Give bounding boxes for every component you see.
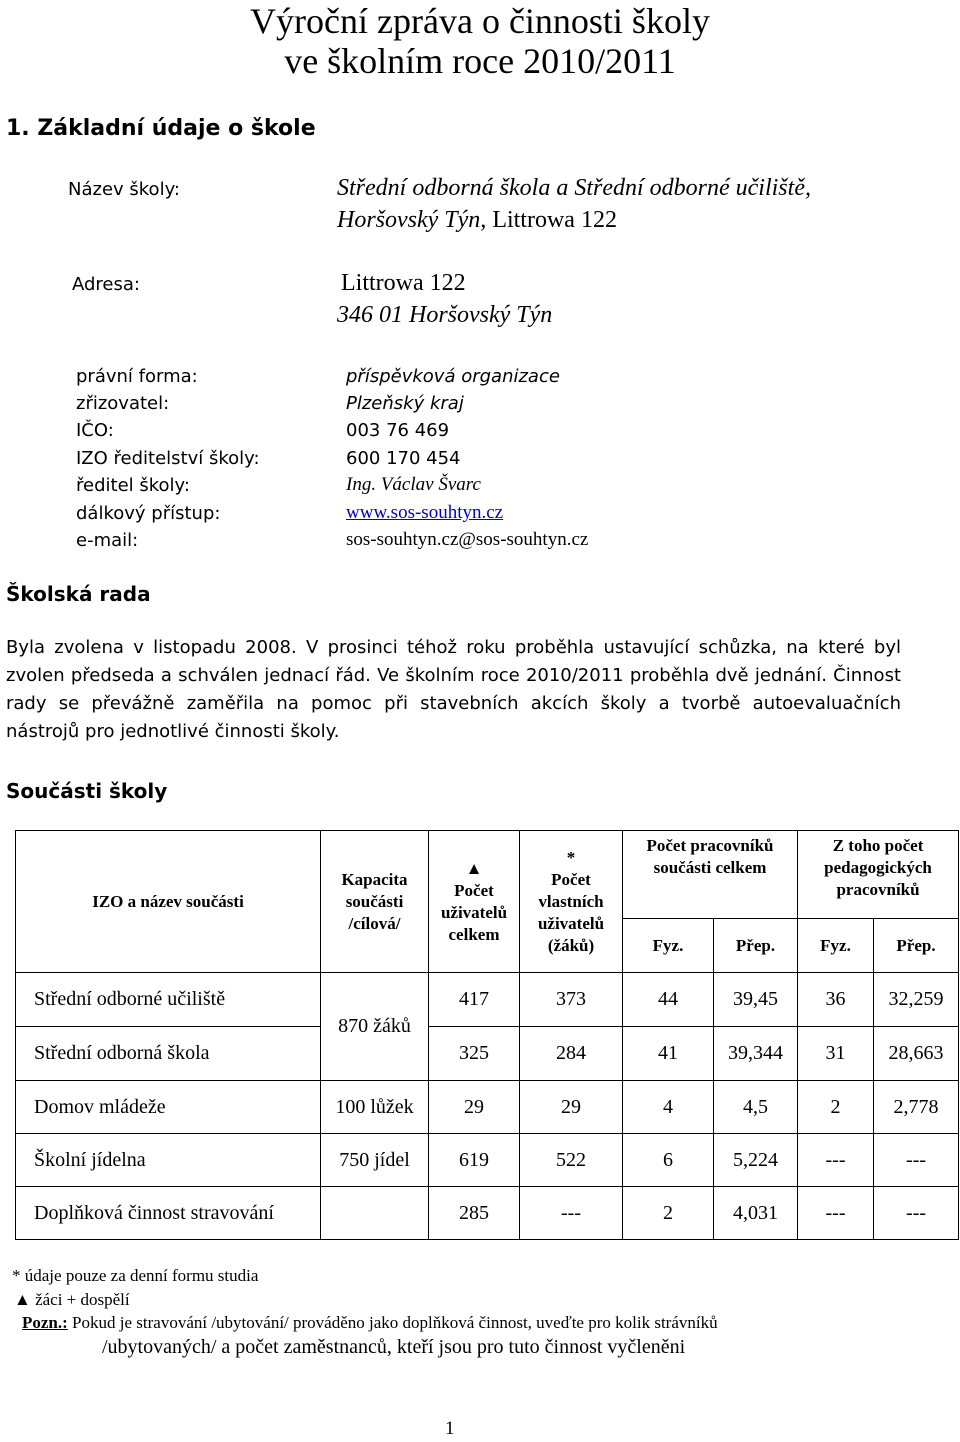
row-prep: 4,031: [714, 1187, 798, 1240]
email-value: sos-souhtyn.cz@sos-souhtyn.cz: [346, 529, 589, 550]
izo-value: 600 170 454: [346, 448, 461, 469]
ico-value: 003 76 469: [346, 420, 450, 441]
table-row: [16, 1081, 959, 1134]
address-line2: 346 01 Horšovský Týn: [337, 302, 553, 328]
header-own-users-label: Počet vlastních uživatelů (žáků): [537, 869, 605, 955]
row-ped-prep: 2,778: [874, 1081, 959, 1134]
header-staff: Počet pracovníků součásti celkem: [623, 831, 798, 919]
row-prep: 5,224: [714, 1134, 798, 1187]
section-heading-school-board: Školská rada: [6, 582, 151, 606]
school-board-paragraph: Byla zvolena v listopadu 2008. V prosinci téhož roku proběhla ustavující schůzka, na které byl zvolen předseda a schválen jednací řád. Ve školním roce 2010/2011 proběhla dvě jednání. Činnost rady se převážně zaměřila na pomoc při stavebních akcích školy a tvorbě autoevaluačních nástrojů pro jednotlivé činnosti školy.: [6, 637, 901, 742]
row-capacity: [321, 1187, 429, 1240]
row-name: Domov mládeže: [16, 1081, 321, 1134]
row-own: ---: [520, 1187, 623, 1240]
note-asterisk: * údaje pouze za denní formu studia: [12, 1266, 259, 1285]
legal-form-label: právní forma:: [76, 366, 198, 387]
triangle-marker-icon: ▲: [465, 858, 483, 878]
section-heading-basic-info: 1. Základní údaje o škole: [6, 116, 316, 141]
row-ped-fyz: 31: [798, 1027, 874, 1081]
row-ped-fyz: ---: [798, 1187, 874, 1240]
header-fyz-ped: Fyz.: [798, 919, 874, 973]
note-pozn-label: Pozn.:: [22, 1313, 68, 1332]
legal-form-value: příspěvková organizace: [346, 366, 560, 387]
row-fyz: 44: [623, 973, 714, 1027]
school-name-line1: Střední odborná škola a Střední odborné učiliště,: [337, 175, 811, 201]
row-capacity: 100 lůžek: [321, 1081, 429, 1134]
row-name: Střední odborné učiliště: [16, 973, 321, 1027]
header-prep-staff: Přep.: [714, 919, 798, 973]
school-parts-table: [15, 830, 959, 1240]
row-ped-prep: ---: [874, 1134, 959, 1187]
header-izo: IZO a název součásti: [16, 831, 321, 973]
row-ped-prep: 32,259: [874, 973, 959, 1027]
table-row: [16, 1134, 959, 1187]
row-fyz: 2: [623, 1187, 714, 1240]
row-users: 285: [429, 1187, 520, 1240]
remote-access-label: dálkový přístup:: [76, 503, 221, 524]
row-fyz: 41: [623, 1027, 714, 1081]
school-name-line2: [337, 207, 617, 234]
header-fyz-staff: Fyz.: [623, 919, 714, 973]
row-prep: 39,344: [714, 1027, 798, 1081]
table-row: [16, 1187, 959, 1240]
header-users-label: Počet uživatelů celkem: [440, 880, 508, 944]
page-number: 1: [445, 1418, 455, 1439]
director-label: ředitel školy:: [76, 475, 190, 496]
row-own: 373: [520, 973, 623, 1027]
note-pozn-text: Pokud je stravování /ubytování/ prováděno jako doplňková činnost, uveďte pro kolik strávníků: [67, 1313, 718, 1332]
header-capacity: Kapacita součásti /cílová/: [321, 831, 429, 973]
header-prep-ped: Přep.: [874, 919, 959, 973]
header-pedagogical: Z toho počet pedagogických pracovníků: [798, 831, 959, 919]
director-value: Ing. Václav Švarc: [346, 474, 481, 495]
school-name-street: Littrowa 122: [486, 207, 617, 233]
note-triangle: ▲ žáci + dospělí: [14, 1290, 130, 1309]
row-prep: 39,45: [714, 973, 798, 1027]
founder-label: zřizovatel:: [76, 393, 170, 414]
row-ped-fyz: 36: [798, 973, 874, 1027]
note-pozn-line2: /ubytovaných/ a počet zaměstnanců, kteří jsou pro tuto činnost vyčleněni: [102, 1336, 686, 1358]
row-own: 29: [520, 1081, 623, 1134]
header-own-users: [520, 831, 623, 973]
header-users: [429, 831, 520, 973]
note-pozn: [22, 1313, 718, 1333]
section-heading-school-parts: Součásti školy: [6, 779, 168, 803]
row-ped-prep: ---: [874, 1187, 959, 1240]
row-ped-fyz: ---: [798, 1134, 874, 1187]
school-name-town: Horšovský Týn,: [337, 207, 487, 233]
ico-label: IČO:: [76, 420, 114, 441]
izo-label: IZO ředitelství školy:: [76, 448, 260, 469]
row-name: Doplňková činnost stravování: [16, 1187, 321, 1240]
founder-value: Plzeňský kraj: [346, 393, 464, 414]
row-name: Střední odborná škola: [16, 1027, 321, 1081]
row-ped-prep: 28,663: [874, 1027, 959, 1081]
page-title-line2: ve školním roce 2010/2011: [284, 41, 676, 81]
row-prep: 4,5: [714, 1081, 798, 1134]
address-line1: Littrowa 122: [341, 270, 466, 296]
row-name: Školní jídelna: [16, 1134, 321, 1187]
row-users: 417: [429, 973, 520, 1027]
address-label: Adresa:: [72, 274, 140, 295]
row-own: 522: [520, 1134, 623, 1187]
table-row: [16, 973, 959, 1027]
row-fyz: 4: [623, 1081, 714, 1134]
row-users: 29: [429, 1081, 520, 1134]
page-title-line1: Výroční zpráva o činnosti školy: [250, 1, 710, 41]
asterisk-marker-icon: *: [566, 847, 576, 867]
row-fyz: 6: [623, 1134, 714, 1187]
row-ped-fyz: 2: [798, 1081, 874, 1134]
table-row: [16, 1027, 959, 1081]
website-link[interactable]: www.sos-souhtyn.cz: [346, 502, 504, 523]
school-name-label: Název školy:: [68, 179, 180, 200]
row-users: 325: [429, 1027, 520, 1081]
row-users: 619: [429, 1134, 520, 1187]
row-own: 284: [520, 1027, 623, 1081]
shared-capacity: 870 žáků: [321, 973, 429, 1081]
email-label: e-mail:: [76, 530, 139, 551]
row-capacity: 750 jídel: [321, 1134, 429, 1187]
